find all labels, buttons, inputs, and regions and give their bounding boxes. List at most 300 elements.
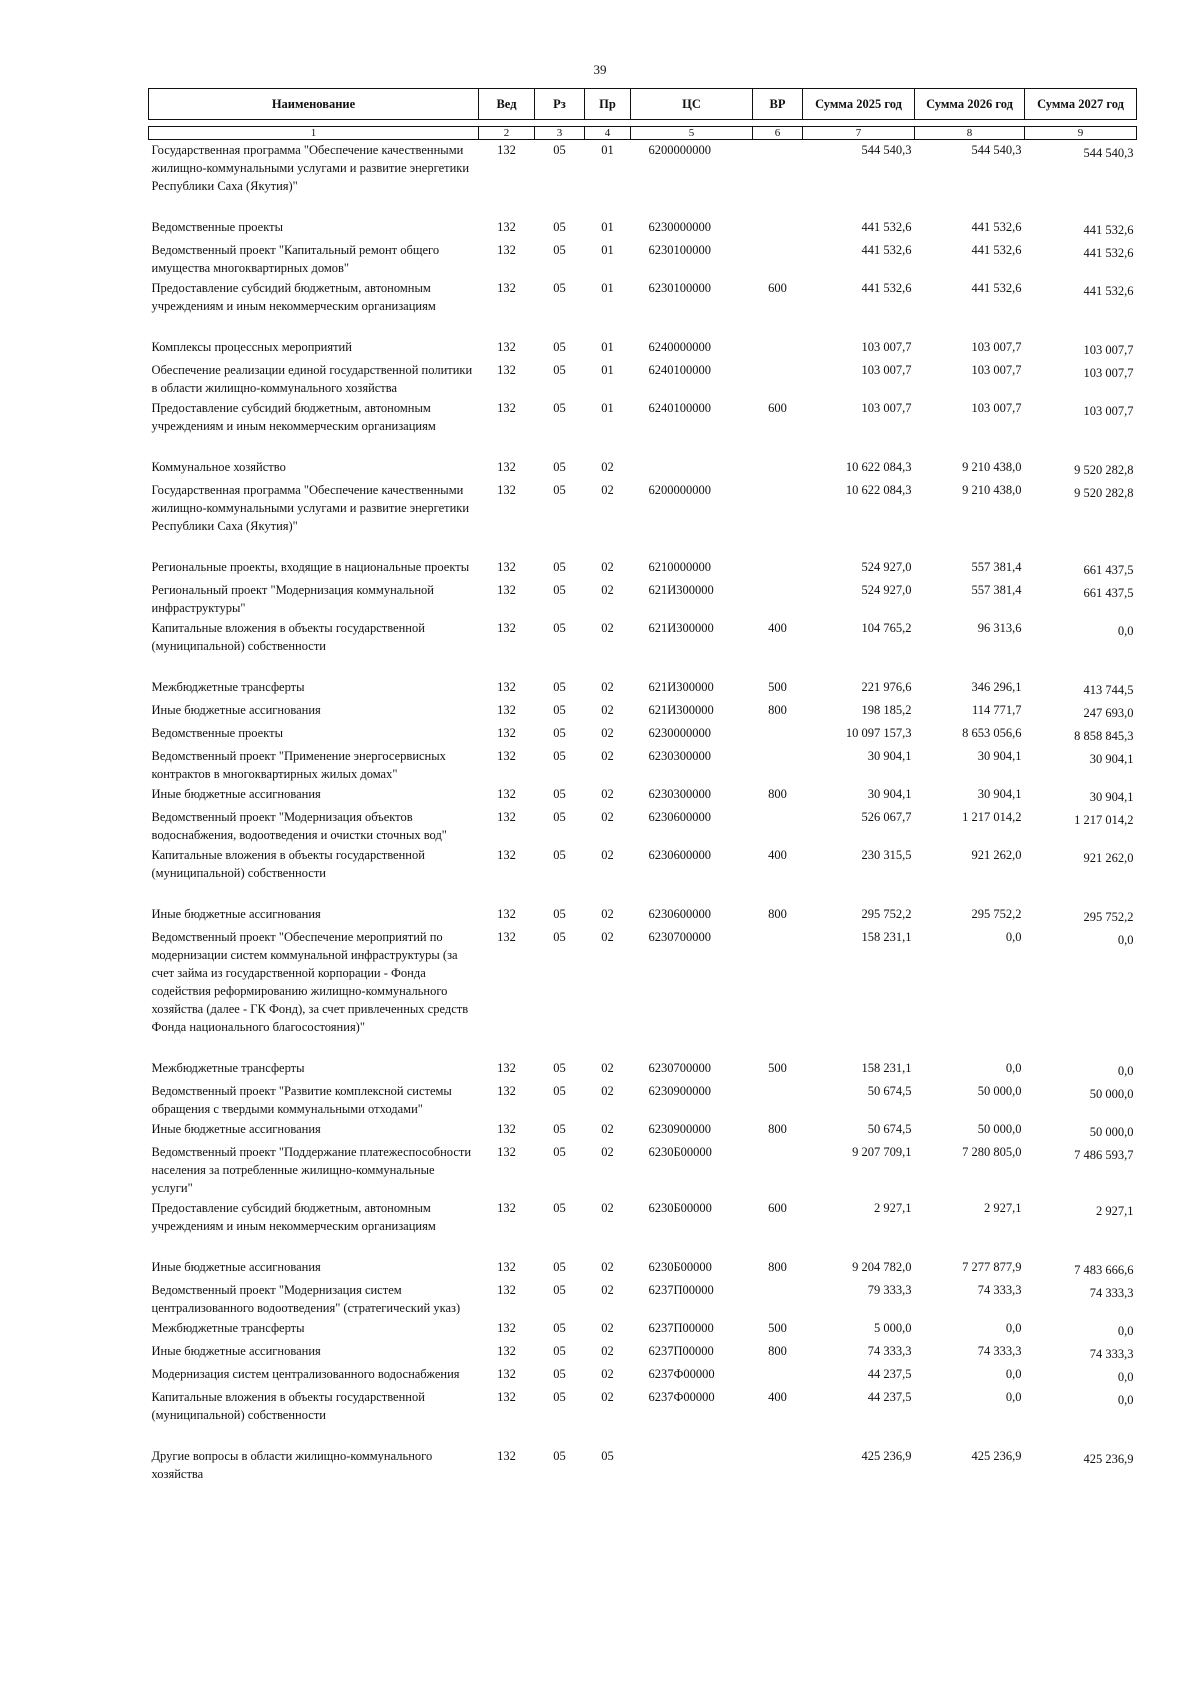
row-rz: 05 <box>553 1122 566 1136</box>
row-sum-2026: 74 333,3 <box>977 1344 1022 1358</box>
row-ved: 132 <box>497 1260 516 1274</box>
row-cs: 6200000000 <box>648 483 711 497</box>
table-row <box>149 618 1137 656</box>
row-sum-2025: 10 097 157,3 <box>845 726 912 740</box>
row-rz: 05 <box>553 281 566 295</box>
row-ved: 132 <box>497 1122 516 1136</box>
row-sum-2025: 524 927,0 <box>861 560 912 574</box>
row-sum-2027: 7 483 666,6 <box>1074 1263 1134 1277</box>
row-cs: 621И300000 <box>648 703 714 717</box>
row-cs: 6240000000 <box>648 340 711 354</box>
row-name: Иные бюджетные ассигнования <box>151 907 321 921</box>
row-name: Комплексы процессных мероприятий <box>151 340 352 354</box>
row-ved: 132 <box>497 340 516 354</box>
table-row <box>149 927 1137 1037</box>
row-cs: 6237П00000 <box>648 1283 714 1297</box>
row-sum-2026: 0,0 <box>1005 930 1022 944</box>
row-vr <box>753 807 803 845</box>
row-sum-2027: 103 007,7 <box>1083 404 1134 418</box>
row-pr: 01 <box>601 243 614 257</box>
table-row <box>149 723 1137 746</box>
row-cs: 6230900000 <box>648 1084 711 1098</box>
row-name: Межбюджетные трансферты <box>151 680 305 694</box>
column-number: 7 <box>803 127 915 140</box>
header-sum-2026: Сумма 2026 год <box>915 89 1025 120</box>
row-sum-2025: 74 333,3 <box>867 1344 912 1358</box>
row-ved: 132 <box>497 363 516 377</box>
row-name: Государственная программа "Обеспечение качественными жилищно-коммунальными услугами и развитие энергетики Республики Саха (Якутия)" <box>151 143 470 193</box>
row-vr <box>753 316 803 360</box>
row-rz: 05 <box>553 1084 566 1098</box>
row-cs: 6230700000 <box>648 1061 711 1075</box>
row-ved: 132 <box>497 1145 516 1159</box>
row-ved: 132 <box>497 848 516 862</box>
row-cs: 621И300000 <box>648 583 714 597</box>
row-cs: 6240100000 <box>648 401 711 415</box>
table-row <box>149 196 1137 240</box>
table-row <box>149 240 1137 278</box>
row-cs: 6230900000 <box>648 1122 711 1136</box>
row-ved: 132 <box>497 621 516 635</box>
row-cs: 6237П00000 <box>648 1321 714 1335</box>
row-cs: 6230000000 <box>648 220 711 234</box>
row-sum-2025: 441 532,6 <box>861 243 912 257</box>
row-pr: 02 <box>601 1390 614 1404</box>
column-number: 5 <box>631 127 753 140</box>
row-ved: 132 <box>497 930 516 944</box>
row-sum-2025: 221 976,6 <box>861 680 912 694</box>
row-vr <box>753 140 803 197</box>
row-name: Ведомственные проекты <box>151 220 284 234</box>
row-vr <box>753 536 803 580</box>
row-name: Ведомственный проект "Обеспечение мероприятий по модернизации систем коммунальной инфраструктуры (за счет займа из государственной корпорации - Фонда содействия реформированию жилищно-коммунального хозяйства (далее - ГК Фонд), за счет привлеченных средств Фонда национального благосостояния)" <box>151 930 469 1034</box>
row-pr: 01 <box>601 220 614 234</box>
row-ved: 132 <box>497 1201 516 1215</box>
table-body <box>149 140 1137 1485</box>
row-cs: 6230Б00000 <box>648 1201 712 1215</box>
table-row <box>149 1119 1137 1142</box>
row-cs <box>631 1425 753 1484</box>
row-sum-2026: 0,0 <box>1005 1367 1022 1381</box>
row-vr: 800 <box>768 1260 787 1274</box>
row-rz: 05 <box>553 243 566 257</box>
row-pr: 02 <box>601 1084 614 1098</box>
table-row <box>149 1364 1137 1387</box>
table-row <box>149 807 1137 845</box>
row-sum-2027: 1 217 014,2 <box>1074 813 1134 827</box>
row-vr: 600 <box>768 401 787 415</box>
row-cs: 6230Б00000 <box>648 1145 712 1159</box>
row-name: Модернизация систем централизованного водоснабжения <box>151 1367 460 1381</box>
row-name: Капитальные вложения в объекты государственной (муниципальной) собственности <box>151 1390 425 1422</box>
row-rz: 05 <box>553 1283 566 1297</box>
row-sum-2025: 5 000,0 <box>874 1321 912 1335</box>
table-row <box>149 536 1137 580</box>
row-sum-2026: 103 007,7 <box>971 363 1022 377</box>
row-sum-2025: 9 204 782,0 <box>852 1260 912 1274</box>
row-vr <box>753 1081 803 1119</box>
row-cs: 6230600000 <box>648 907 711 921</box>
table-row <box>149 784 1137 807</box>
row-ved: 132 <box>497 680 516 694</box>
row-sum-2027: 0,0 <box>1117 1393 1134 1407</box>
row-rz: 05 <box>553 907 566 921</box>
row-sum-2027: 295 752,2 <box>1083 910 1134 924</box>
row-name: Предоставление субсидий бюджетным, автономным учреждениям и иным некоммерческим организациям <box>151 1201 436 1233</box>
row-ved: 132 <box>497 1283 516 1297</box>
row-rz: 05 <box>553 1449 566 1463</box>
row-sum-2025: 30 904,1 <box>867 749 912 763</box>
row-sum-2026: 557 381,4 <box>971 560 1022 574</box>
header-cs: ЦС <box>631 89 753 120</box>
row-pr: 01 <box>601 281 614 295</box>
row-sum-2025: 158 231,1 <box>861 930 912 944</box>
row-name: Ведомственный проект "Развитие комплексной системы обращения с твердыми коммунальными отходами" <box>151 1084 452 1116</box>
row-pr: 05 <box>601 1449 614 1463</box>
row-sum-2026: 50 000,0 <box>977 1084 1022 1098</box>
row-name: Региональные проекты, входящие в национальные проекты <box>151 560 470 574</box>
row-rz: 05 <box>553 703 566 717</box>
row-sum-2027: 425 236,9 <box>1083 1452 1134 1466</box>
row-rz: 05 <box>553 848 566 862</box>
row-sum-2027: 0,0 <box>1117 1324 1134 1338</box>
row-rz: 05 <box>553 680 566 694</box>
row-ved: 132 <box>497 560 516 574</box>
row-pr: 02 <box>601 907 614 921</box>
row-cs: 6240100000 <box>648 363 711 377</box>
row-sum-2025: 198 185,2 <box>861 703 912 717</box>
table-row <box>149 845 1137 883</box>
row-pr: 02 <box>601 621 614 635</box>
row-sum-2026: 96 313,6 <box>977 621 1022 635</box>
table-row <box>149 1081 1137 1119</box>
row-sum-2026: 346 296,1 <box>971 680 1022 694</box>
row-sum-2027: 921 262,0 <box>1083 851 1134 865</box>
row-pr: 02 <box>601 930 614 944</box>
header-row <box>149 89 1137 120</box>
row-sum-2025: 425 236,9 <box>861 1449 912 1463</box>
row-ved: 132 <box>497 726 516 740</box>
row-rz: 05 <box>553 1145 566 1159</box>
row-cs: 6237Ф00000 <box>648 1390 715 1404</box>
row-sum-2025: 10 622 084,3 <box>845 460 912 474</box>
row-vr: 800 <box>768 1122 787 1136</box>
row-pr: 02 <box>601 1367 614 1381</box>
row-sum-2027: 2 927,1 <box>1096 1204 1134 1218</box>
table-row <box>149 480 1137 536</box>
row-sum-2025: 524 927,0 <box>861 583 912 597</box>
row-name: Другие вопросы в области жилищно-коммунального хозяйства <box>151 1449 433 1481</box>
row-name: Государственная программа "Обеспечение качественными жилищно-коммунальными услугами и развитие энергетики Республики Саха (Якутия)" <box>151 483 470 533</box>
row-sum-2027: 103 007,7 <box>1083 343 1134 357</box>
table-row <box>149 1142 1137 1198</box>
row-vr: 500 <box>768 680 787 694</box>
row-sum-2027: 9 520 282,8 <box>1074 486 1134 500</box>
row-ved: 132 <box>497 749 516 763</box>
row-sum-2027: 441 532,6 <box>1083 246 1134 260</box>
row-sum-2025: 44 237,5 <box>867 1367 912 1381</box>
row-sum-2026: 441 532,6 <box>971 220 1022 234</box>
row-ved: 132 <box>497 1321 516 1335</box>
row-rz: 05 <box>553 1260 566 1274</box>
row-sum-2025: 9 207 709,1 <box>852 1145 912 1159</box>
row-pr: 02 <box>601 560 614 574</box>
row-sum-2026: 8 653 056,6 <box>962 726 1022 740</box>
row-sum-2025: 295 752,2 <box>861 907 912 921</box>
column-number: 6 <box>753 127 803 140</box>
row-rz: 05 <box>553 1321 566 1335</box>
row-name: Ведомственные проекты <box>151 726 284 740</box>
row-vr <box>753 723 803 746</box>
row-name: Обеспечение реализации единой государственной политики в области жилищно-коммунального хозяйства <box>151 363 473 395</box>
row-sum-2025: 50 674,5 <box>867 1084 912 1098</box>
row-vr <box>753 240 803 278</box>
row-sum-2027: 441 532,6 <box>1083 284 1134 298</box>
row-ved: 132 <box>497 1344 516 1358</box>
row-sum-2025: 158 231,1 <box>861 1061 912 1075</box>
row-pr: 02 <box>601 680 614 694</box>
row-rz: 05 <box>553 930 566 944</box>
row-ved: 132 <box>497 583 516 597</box>
row-cs: 6230600000 <box>648 810 711 824</box>
row-cs: 6230100000 <box>648 243 711 257</box>
row-rz: 05 <box>553 1390 566 1404</box>
row-sum-2027: 0,0 <box>1117 933 1134 947</box>
row-cs: 6230300000 <box>648 787 711 801</box>
column-number: 9 <box>1025 127 1137 140</box>
table-row <box>149 1037 1137 1081</box>
row-sum-2025: 2 927,1 <box>874 1201 912 1215</box>
row-sum-2026: 9 210 438,0 <box>962 483 1022 497</box>
row-cs <box>631 436 753 480</box>
row-pr: 02 <box>601 1201 614 1215</box>
row-ved: 132 <box>497 810 516 824</box>
table-row <box>149 398 1137 436</box>
table-row <box>149 278 1137 316</box>
row-ved: 132 <box>497 907 516 921</box>
row-sum-2027: 0,0 <box>1117 624 1134 638</box>
row-sum-2025: 103 007,7 <box>861 363 912 377</box>
row-ved: 132 <box>497 401 516 415</box>
row-ved: 132 <box>497 143 516 157</box>
row-sum-2027: 413 744,5 <box>1083 683 1134 697</box>
row-rz: 05 <box>553 621 566 635</box>
table-row <box>149 436 1137 480</box>
row-vr: 800 <box>768 1344 787 1358</box>
row-pr: 02 <box>601 703 614 717</box>
header-vr: ВР <box>753 89 803 120</box>
table-row <box>149 1236 1137 1280</box>
column-number: 3 <box>535 127 585 140</box>
column-number: 8 <box>915 127 1025 140</box>
header-ved: Вед <box>479 89 535 120</box>
row-rz: 05 <box>553 220 566 234</box>
row-sum-2025: 103 007,7 <box>861 401 912 415</box>
row-sum-2026: 425 236,9 <box>971 1449 1022 1463</box>
row-pr: 02 <box>601 848 614 862</box>
row-pr: 01 <box>601 401 614 415</box>
row-ved: 132 <box>497 1449 516 1463</box>
row-pr: 02 <box>601 1122 614 1136</box>
row-pr: 02 <box>601 1344 614 1358</box>
column-number: 2 <box>479 127 535 140</box>
table-row <box>149 316 1137 360</box>
column-number: 4 <box>585 127 631 140</box>
row-name: Региональный проект "Модернизация коммунальной инфраструктуры" <box>151 583 434 615</box>
row-ved: 132 <box>497 787 516 801</box>
row-sum-2025: 441 532,6 <box>861 281 912 295</box>
row-sum-2026: 544 540,3 <box>971 143 1022 157</box>
row-sum-2026: 441 532,6 <box>971 281 1022 295</box>
table-row <box>149 1280 1137 1318</box>
row-sum-2026: 30 904,1 <box>977 787 1022 801</box>
row-pr: 02 <box>601 749 614 763</box>
row-pr: 02 <box>601 460 614 474</box>
row-sum-2025: 526 067,7 <box>861 810 912 824</box>
row-sum-2025: 104 765,2 <box>861 621 912 635</box>
header-spacer <box>149 120 1137 127</box>
row-sum-2026: 0,0 <box>1005 1321 1022 1335</box>
row-vr <box>753 1364 803 1387</box>
row-vr: 400 <box>768 1390 787 1404</box>
row-rz: 05 <box>553 810 566 824</box>
row-pr: 01 <box>601 363 614 377</box>
row-pr: 02 <box>601 1283 614 1297</box>
row-rz: 05 <box>553 143 566 157</box>
table-row <box>149 1425 1137 1484</box>
row-cs: 6230100000 <box>648 281 711 295</box>
row-name: Ведомственный проект "Поддержание платежеспособности населения за потребленные жилищно-коммунальные услуги" <box>151 1145 472 1195</box>
row-sum-2027: 9 520 282,8 <box>1074 463 1134 477</box>
row-sum-2025: 50 674,5 <box>867 1122 912 1136</box>
header-sum-2027: Сумма 2027 год <box>1025 89 1137 120</box>
row-sum-2026: 50 000,0 <box>977 1122 1022 1136</box>
row-name: Ведомственный проект "Модернизация объектов водоснабжения, водоотведения и очистки сточных вод" <box>151 810 447 842</box>
table-row <box>149 140 1137 197</box>
row-ved: 132 <box>497 1061 516 1075</box>
row-sum-2026: 0,0 <box>1005 1061 1022 1075</box>
row-sum-2025: 103 007,7 <box>861 340 912 354</box>
row-sum-2025: 441 532,6 <box>861 220 912 234</box>
row-vr <box>753 927 803 1037</box>
row-pr: 01 <box>601 143 614 157</box>
row-vr: 800 <box>768 703 787 717</box>
row-name: Ведомственный проект "Применение энергосервисных контрактов в многоквартирных жилых домах" <box>151 749 446 781</box>
row-pr: 02 <box>601 483 614 497</box>
row-vr <box>753 1142 803 1198</box>
row-sum-2026: 103 007,7 <box>971 340 1022 354</box>
row-ved: 132 <box>497 483 516 497</box>
row-vr <box>753 436 803 480</box>
table-row <box>149 580 1137 618</box>
row-name: Предоставление субсидий бюджетным, автономным учреждениям и иным некоммерческим организациям <box>151 401 436 433</box>
row-cs: 6230300000 <box>648 749 711 763</box>
header-rz: Рз <box>535 89 585 120</box>
row-pr: 02 <box>601 1145 614 1159</box>
table-row <box>149 883 1137 927</box>
row-sum-2027: 544 540,3 <box>1083 146 1134 160</box>
row-cs: 6230600000 <box>648 848 711 862</box>
table-row <box>149 656 1137 700</box>
row-vr: 400 <box>768 848 787 862</box>
row-vr <box>753 480 803 536</box>
row-sum-2026: 441 532,6 <box>971 243 1022 257</box>
table-row <box>149 746 1137 784</box>
row-sum-2027: 30 904,1 <box>1089 790 1134 804</box>
row-rz: 05 <box>553 460 566 474</box>
row-name: Иные бюджетные ассигнования <box>151 1344 321 1358</box>
row-rz: 05 <box>553 1201 566 1215</box>
row-cs: 6230Б00000 <box>648 1260 712 1274</box>
row-vr: 600 <box>768 1201 787 1215</box>
row-sum-2026: 9 210 438,0 <box>962 460 1022 474</box>
row-pr: 02 <box>601 1321 614 1335</box>
row-ved: 132 <box>497 1367 516 1381</box>
header-name: Наименование <box>149 89 479 120</box>
row-rz: 05 <box>553 726 566 740</box>
row-vr: 800 <box>768 907 787 921</box>
row-sum-2027: 50 000,0 <box>1089 1125 1134 1139</box>
row-pr: 02 <box>601 787 614 801</box>
column-number-row <box>149 127 1137 140</box>
budget-table <box>148 88 1137 1484</box>
row-sum-2026: 7 277 877,9 <box>962 1260 1022 1274</box>
row-ved: 132 <box>497 281 516 295</box>
row-ved: 132 <box>497 220 516 234</box>
row-vr <box>753 580 803 618</box>
row-cs: 6237П00000 <box>648 1344 714 1358</box>
row-name: Межбюджетные трансферты <box>151 1061 305 1075</box>
row-name: Коммунальное хозяйство <box>151 460 286 474</box>
row-ved: 132 <box>497 703 516 717</box>
row-rz: 05 <box>553 787 566 801</box>
row-vr: 500 <box>768 1061 787 1075</box>
row-vr <box>753 1280 803 1318</box>
row-sum-2026: 30 904,1 <box>977 749 1022 763</box>
row-rz: 05 <box>553 401 566 415</box>
row-cs: 6200000000 <box>648 143 711 157</box>
row-sum-2026: 295 752,2 <box>971 907 1022 921</box>
row-sum-2026: 921 262,0 <box>971 848 1022 862</box>
row-pr: 02 <box>601 583 614 597</box>
row-sum-2027: 50 000,0 <box>1089 1087 1134 1101</box>
row-cs: 621И300000 <box>648 680 714 694</box>
row-pr: 02 <box>601 810 614 824</box>
row-sum-2026: 557 381,4 <box>971 583 1022 597</box>
row-sum-2025: 79 333,3 <box>867 1283 912 1297</box>
table-row <box>149 700 1137 723</box>
row-cs: 621И300000 <box>648 621 714 635</box>
row-sum-2027: 30 904,1 <box>1089 752 1134 766</box>
row-vr <box>753 746 803 784</box>
row-name: Иные бюджетные ассигнования <box>151 703 321 717</box>
row-name: Иные бюджетные ассигнования <box>151 1260 321 1274</box>
row-sum-2026: 103 007,7 <box>971 401 1022 415</box>
row-sum-2027: 661 437,5 <box>1083 563 1134 577</box>
table-row <box>149 1387 1137 1425</box>
row-rz: 05 <box>553 483 566 497</box>
row-sum-2025: 30 904,1 <box>867 787 912 801</box>
row-name: Межбюджетные трансферты <box>151 1321 305 1335</box>
table-row <box>149 1198 1137 1236</box>
row-name: Ведомственный проект "Модернизация систем централизованного водоотведения" (стратегический указ) <box>151 1283 461 1315</box>
row-sum-2027: 7 486 593,7 <box>1074 1148 1134 1162</box>
header-pr: Пр <box>585 89 631 120</box>
row-vr <box>753 360 803 398</box>
row-vr <box>753 196 803 240</box>
row-sum-2027: 74 333,3 <box>1089 1347 1134 1361</box>
row-cs: 6230700000 <box>648 930 711 944</box>
